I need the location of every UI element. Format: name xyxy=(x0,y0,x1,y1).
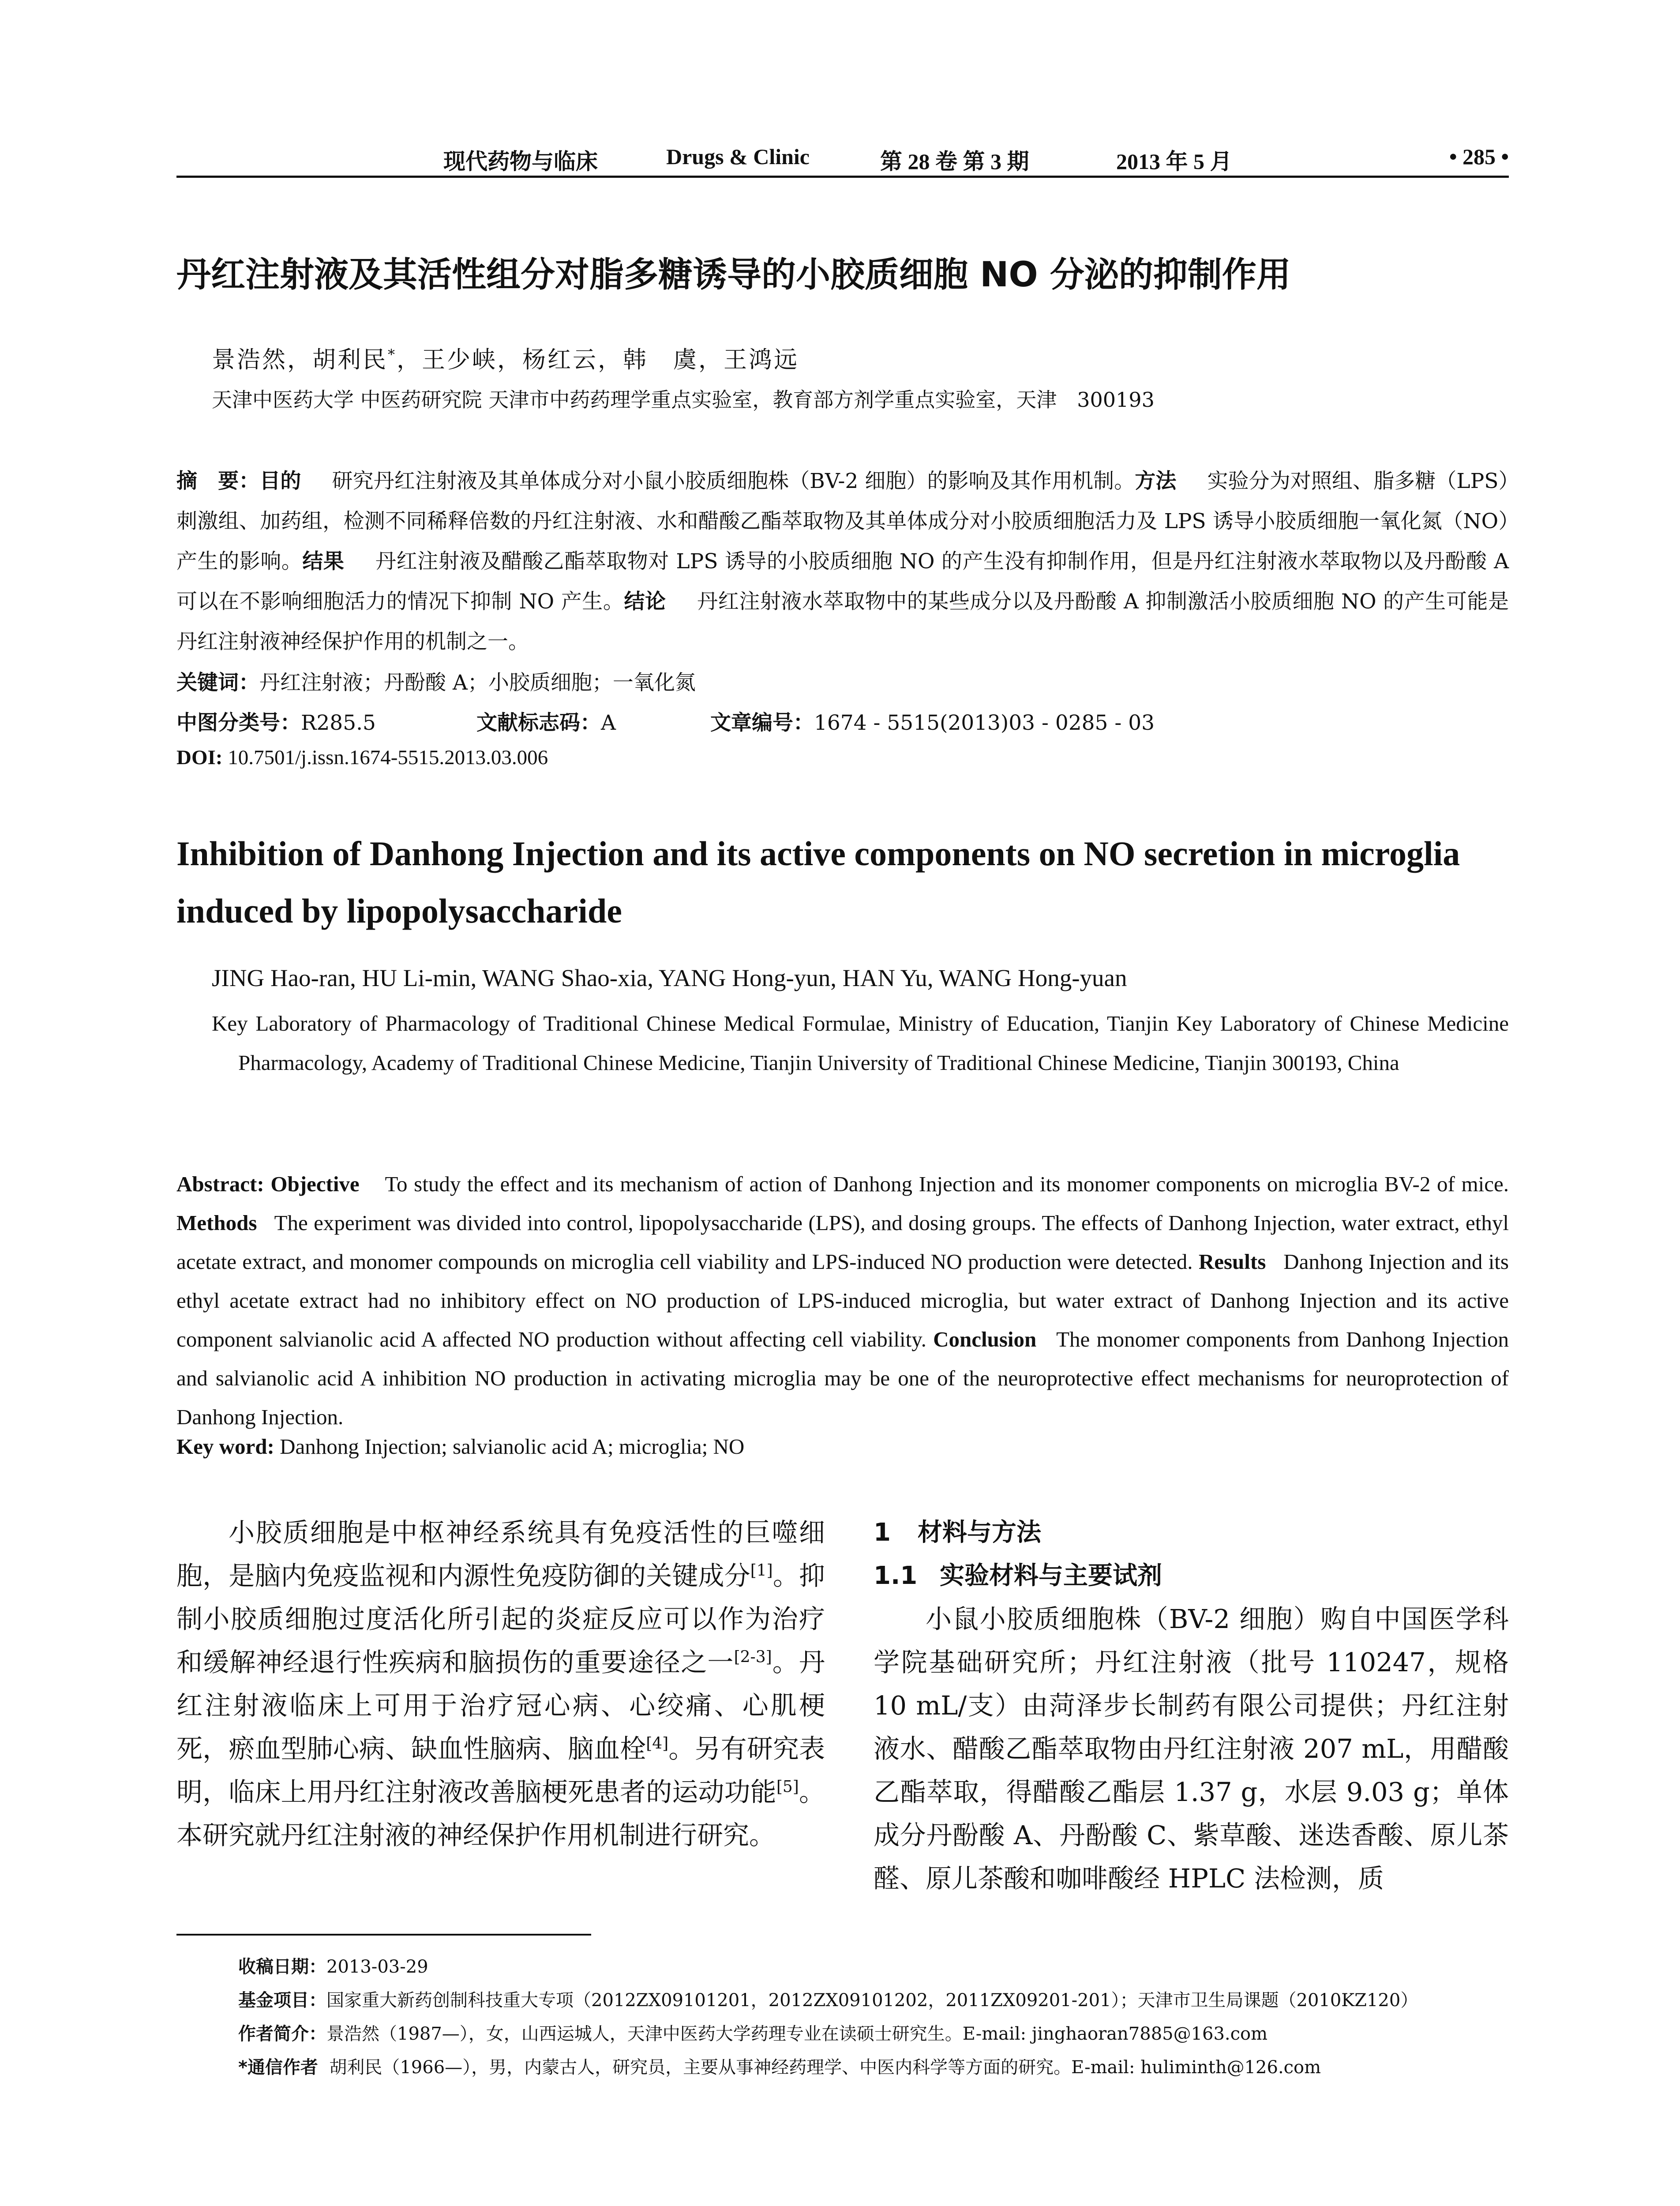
received-value: 2013-03-29 xyxy=(326,1957,428,1977)
keywords-en-text: Danhong Injection; salvianolic acid A; microglia; NO xyxy=(280,1434,745,1459)
received-date xyxy=(238,1950,1509,1984)
abstract-cn-label: 摘 要： xyxy=(176,469,260,493)
doc-code-label: 文献标志码： xyxy=(476,711,601,735)
affiliation-cn: 天津中医药大学 中医药研究院 天津市中药药理学重点实验室，教育部方剂学重点实验室，天津 300193 xyxy=(212,388,1155,412)
article-number-label: 文章编号： xyxy=(710,711,814,735)
page-number: • 285 • xyxy=(1449,144,1509,169)
intro-text-4: 。另有研究表明，临床上用丹红注射液改善脑梗死患者的运动功能 xyxy=(176,1733,825,1807)
section-1-1-heading xyxy=(874,1554,1509,1598)
methods-column xyxy=(874,1511,1509,1900)
keywords-en-label: Key word: xyxy=(176,1434,274,1459)
section-1-number: 1 xyxy=(874,1518,891,1547)
conclusion-label-en: Conclusion xyxy=(933,1327,1037,1351)
section-1-heading xyxy=(874,1511,1509,1554)
citation-2-3[interactable]: [2-3] xyxy=(734,1648,772,1666)
doi-label: DOI: xyxy=(176,746,223,769)
keywords-cn-label: 关键词： xyxy=(176,671,259,695)
objective-label-cn: 目的 xyxy=(259,469,301,493)
section-1-title: 材料与方法 xyxy=(918,1518,1041,1547)
citation-4[interactable]: [4] xyxy=(646,1734,669,1753)
classification-line xyxy=(176,706,1155,736)
intro-text-2: 。抑制小胶质细胞过度活化所引起的炎症反应可以作为治疗和缓解神经退行性疾病和脑损伤的重要途径之一 xyxy=(176,1561,825,1677)
affiliation-en: Key Laboratory of Pharmacology of Traditional Chinese Medical Formulae, Ministry of Education, Tianjin Key Laboratory of Chinese Medicine Pharmacology, Academy of Traditional Chinese Medicine, Tianjin University of Traditional Chinese Medicine, Tianjin 300193, China xyxy=(212,1011,1509,1075)
corresponding-value: 胡利民（1966—），男，内蒙古人，研究员，主要从事神经药理学、中医内科学等方面的研究。E-mail: huliminth@126.com xyxy=(329,2057,1321,2078)
conclusion-label-cn: 结论 xyxy=(624,589,666,614)
corresponding-label: *通信作者 xyxy=(238,2057,318,2078)
corresponding-author xyxy=(238,2051,1509,2084)
doi-line xyxy=(176,746,548,769)
citation-5[interactable]: [5] xyxy=(776,1778,799,1796)
running-header xyxy=(176,140,1509,178)
fund-info xyxy=(238,1984,1509,2017)
doc-code: A xyxy=(601,711,616,735)
footnotes xyxy=(238,1950,1509,2084)
section-1-1-text: 小鼠小胶质细胞株（BV-2 细胞）购自中国医学科学院基础研究所；丹红注射液（批号 110247，规格 10 mL/支）由菏泽步长制药有限公司提供；丹红注射液水、醋酸乙酯萃取物由丹红注射液 207 mL，用醋酸乙酯萃取，得醋酸乙酯层 1.37 g，水层 9.03 g；单体成分丹酚酸 A、丹酚酸 C、紫草酸、迷迭香酸、原儿茶醛、原儿茶酸和咖啡酸经 HPLC 法检测，质 xyxy=(874,1604,1509,1894)
footnote-divider xyxy=(176,1934,591,1936)
results-cn: 丹红注射液及醋酸乙酯萃取物对 LPS 诱导的小胶质细胞 NO 的产生没有抑制作用，但是丹红注射液水萃取物以及丹酚酸 A 可以在不影响细胞活力的情况下抑制 NO 产生。 xyxy=(176,549,1509,614)
fund-value: 国家重大新药创制科技重大专项（2012ZX09101201，2012ZX09101202，2011ZX09201-201）；天津市卫生局课题（2010KZ120） xyxy=(326,1990,1418,2011)
corresponding-mark: * xyxy=(388,346,397,363)
doi-value[interactable]: 10.7501/j.issn.1674-5515.2013.03.006 xyxy=(228,746,548,769)
journal-name-en: Drugs & Clinic xyxy=(666,144,810,169)
introduction xyxy=(176,1511,825,1857)
authors-cn-first: 景浩然，胡利民 xyxy=(212,346,388,373)
objective-en: To study the effect and its mechanism of action of Danhong Injection and its monomer components on microglia BV-2 of mice. xyxy=(385,1172,1509,1196)
results-label-en: Results xyxy=(1198,1249,1266,1274)
article-number: 1674 - 5515(2013)03 - 0285 - 03 xyxy=(814,711,1155,735)
issue-date: 2013 年 5 月 xyxy=(1116,149,1232,174)
title-cn: 丹红注射液及其活性组分对脂多糖诱导的小胶质细胞 NO 分泌的抑制作用 xyxy=(176,255,1291,295)
volume-issue: 第 28 卷 第 3 期 xyxy=(880,149,1029,174)
intro-text-3: 。丹红注射液临床上可用于治疗冠心病、心绞痛、心肌梗死，瘀血型肺心病、缺血性脑病、脑血栓 xyxy=(176,1647,825,1764)
intro-text-1: 小胶质细胞是中枢神经系统具有免疫活性的巨噬细胞，是脑内免疫监视和内源性免疫防御的关键成分 xyxy=(176,1517,825,1591)
fund-label: 基金项目： xyxy=(238,1990,326,2011)
author-bio xyxy=(238,2017,1509,2051)
results-label-cn: 结果 xyxy=(302,549,345,574)
section-1-1-number: 1.1 xyxy=(874,1561,918,1590)
received-label: 收稿日期： xyxy=(238,1957,326,1977)
citation-1[interactable]: [1] xyxy=(750,1561,773,1580)
title-en: Inhibition of Danhong Injection and its active components on NO secretion in microglia induced by lipopolysaccharide xyxy=(176,834,1460,930)
keywords-en xyxy=(176,1434,744,1459)
keywords-cn xyxy=(176,666,696,696)
author-bio-label: 作者简介： xyxy=(238,2024,326,2044)
objective-cn: 研究丹红注射液及其单体成分对小鼠小胶质细胞株（BV-2 细胞）的影响及其作用机制。 xyxy=(332,469,1135,493)
authors-cn-rest: ，王少峡，杨红云，韩 虞，王鸿远 xyxy=(397,346,799,373)
methods-label-en: Methods xyxy=(176,1211,257,1235)
authors-cn xyxy=(212,341,799,375)
conclusion-cn: 丹红注射液水萃取物中的某些成分以及丹酚酸 A 抑制激活小胶质细胞 NO 的产生可能是丹红注射液神经保护作用的机制之一。 xyxy=(176,589,1509,654)
results-en: Danhong Injection and its ethyl acetate extract had no inhibitory effect on NO production of LPS-induced microglia, but water extract of Danhong Injection and its active component salvianolic acid A affected NO production without affecting cell viability. xyxy=(176,1249,1509,1351)
abstract-en-label: Abstract: Objective xyxy=(176,1172,360,1196)
section-1-1-title: 实验材料与主要试剂 xyxy=(940,1561,1162,1590)
abstract-cn xyxy=(176,461,1509,662)
methods-en: The experiment was divided into control, lipopolysaccharide (LPS), and dosing groups. The effects of Danhong Injection, water extract, ethyl acetate extract, and monomer compounds on microglia cell viability and LPS-induced NO production were detected. xyxy=(176,1211,1509,1274)
journal-name-cn: 现代药物与临床 xyxy=(443,149,598,174)
author-bio-value: 景浩然（1987—），女，山西运城人，天津中医药大学药理专业在读硕士研究生。E-mail: jinghaoran7885@163.com xyxy=(326,2024,1268,2044)
methods-cn: 实验分为对照组、脂多糖（LPS）刺激组、加药组，检测不同稀释倍数的丹红注射液、水和醋酸乙酯萃取物及其单体成分对小胶质细胞活力及 LPS 诱导小胶质细胞一氧化氮（NO）产生的影响。 xyxy=(176,469,1509,574)
conclusion-en: The monomer components from Danhong Injection and salvianolic acid A inhibition NO production in activating microglia may be one of the neuroprotective effect mechanisms for neuroprotection of Danhong Injection. xyxy=(176,1327,1509,1429)
methods-label-cn: 方法 xyxy=(1135,469,1177,493)
intro-text-5: 。本研究就丹红注射液的神经保护作用机制进行研究。 xyxy=(176,1777,825,1850)
keywords-cn-text: 丹红注射液；丹酚酸 A；小胶质细胞；一氧化氮 xyxy=(259,671,696,695)
clc-code: R285.5 xyxy=(301,711,376,735)
authors-en: JING Hao-ran, HU Li-min, WANG Shao-xia, YANG Hong-yun, HAN Yu, WANG Hong-yuan xyxy=(212,964,1127,991)
abstract-en xyxy=(176,1165,1509,1437)
clc-label: 中图分类号： xyxy=(176,711,301,735)
